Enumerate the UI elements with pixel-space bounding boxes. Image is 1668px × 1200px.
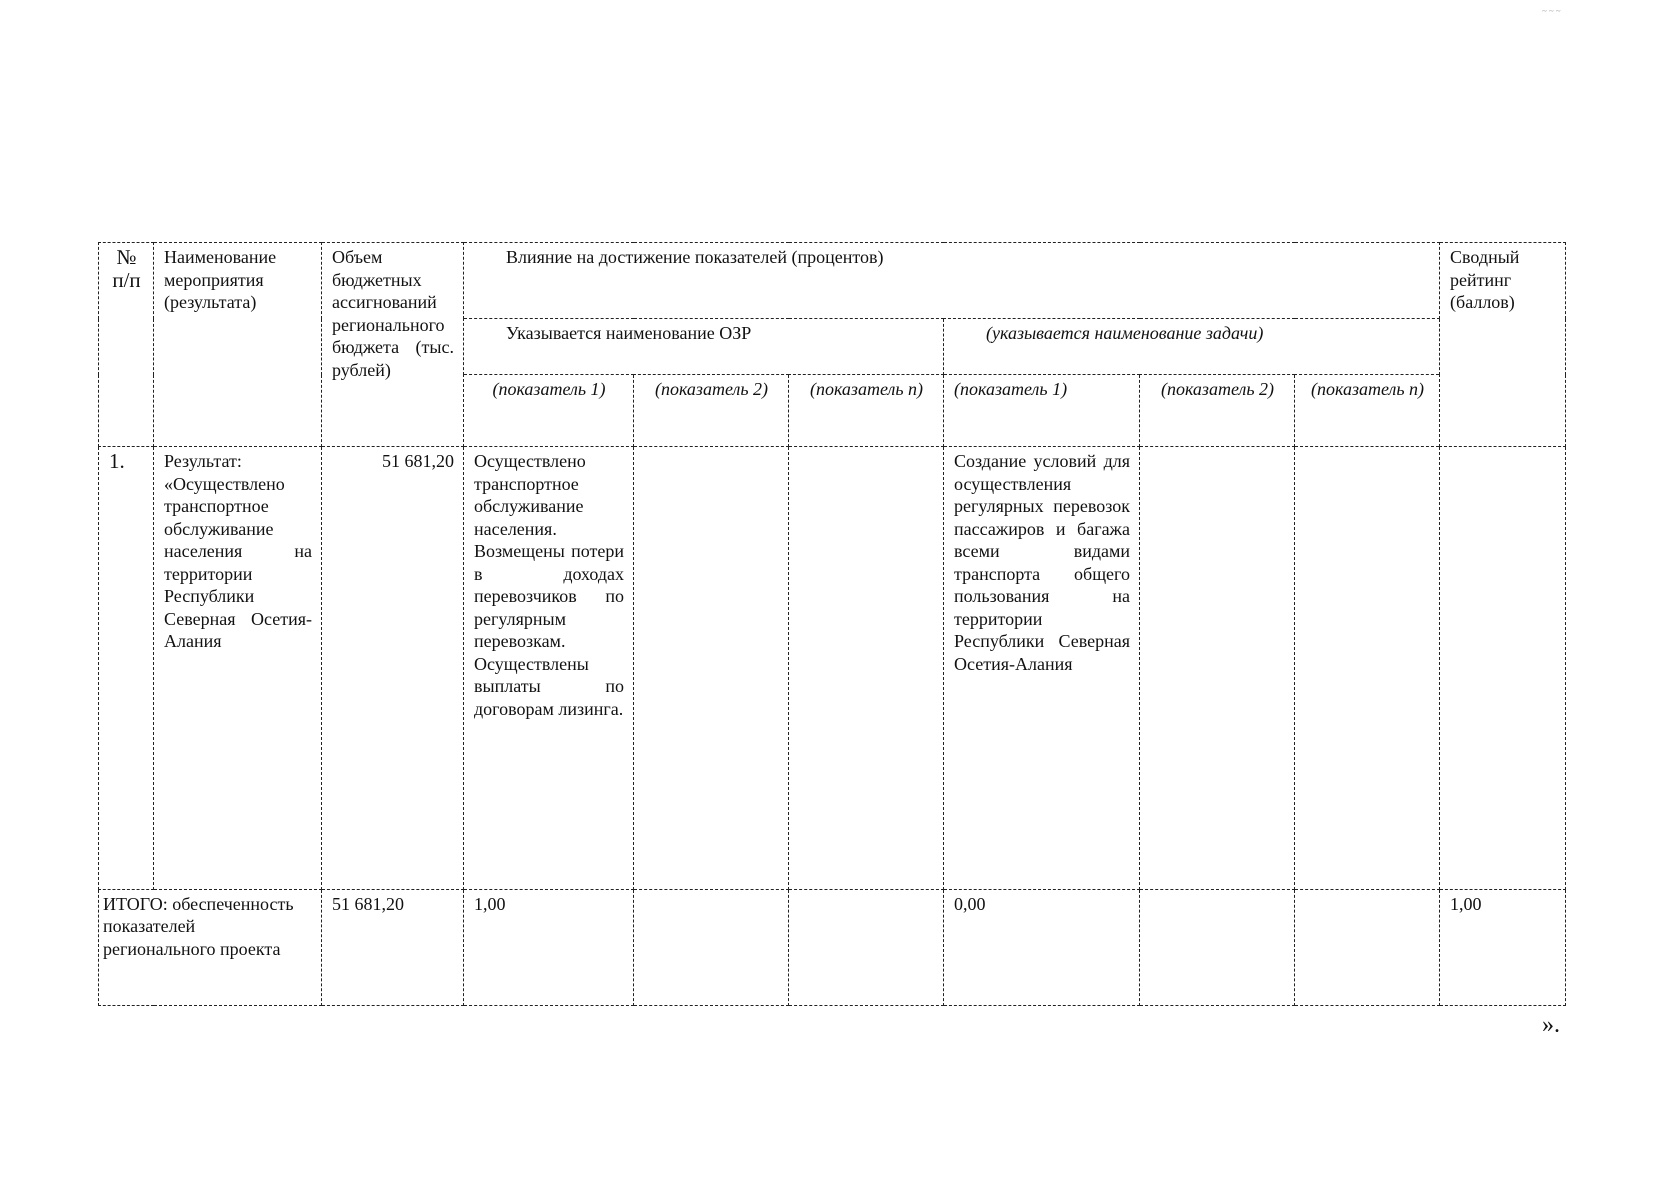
header-ozr-indicator-2: (показатель 2) (634, 375, 789, 447)
total-rating: 1,00 (1440, 889, 1566, 1005)
row-task-indicator-1: Создание условий для осуществления регулярных перевозок пассажиров и багажа всеми видами транспорта общего пользования на территории Республики Северная Осетия-Алания (944, 447, 1140, 890)
total-ozr-indicator-2 (634, 889, 789, 1005)
header-budget: Объем бюджетных ассигнований регионального бюджета (тыс. рублей) (322, 243, 464, 447)
total-budget: 51 681,20 (322, 889, 464, 1005)
row-num: 1. (99, 447, 154, 890)
header-task-indicator-1: (показатель 1) (944, 375, 1140, 447)
total-ozr-value: 1,00 (464, 889, 634, 1005)
row-event-name: Результат: «Осуществлено транспортное обслуживание населения на территории Республики Северная Осетия-Алания (154, 447, 322, 890)
header-task-indicator-n: (показатель n) (1295, 375, 1440, 447)
total-task-indicator-2 (1140, 889, 1295, 1005)
header-group-ozr: Указывается наименование ОЗР (464, 319, 944, 375)
header-rating: Сводный рейтинг (баллов) (1440, 243, 1566, 447)
row-rating (1440, 447, 1566, 890)
rating-table (98, 242, 1566, 1006)
row-task-indicator-2 (1140, 447, 1295, 890)
total-label: ИТОГО: обеспеченность показателей регионального проекта (99, 889, 322, 1005)
header-group-task: (указывается наименование задачи) (944, 319, 1440, 375)
row-ozr-indicator-2 (634, 447, 789, 890)
total-row (99, 889, 1566, 1005)
header-ozr-indicator-1: (показатель 1) (464, 375, 634, 447)
header-event-name: Наименование мероприятия (результата) (154, 243, 322, 447)
table-row (99, 447, 1566, 890)
row-budget: 51 681,20 (322, 447, 464, 890)
scan-mark: ~~~ (1542, 6, 1563, 16)
closing-quote-mark: ». (1542, 1012, 1560, 1038)
header-influence: Влияние на достижение показателей (процентов) (464, 243, 1440, 319)
total-task-value: 0,00 (944, 889, 1140, 1005)
total-task-indicator-n (1295, 889, 1440, 1005)
total-ozr-indicator-n (789, 889, 944, 1005)
header-num: № п/п (99, 243, 154, 447)
header-ozr-indicator-n: (показатель n) (789, 375, 944, 447)
row-task-indicator-n (1295, 447, 1440, 890)
row-ozr-indicator-1: Осуществлено транспортное обслуживание населения. Возмещены потери в доходах перевозчиков по регулярным перевозкам. Осуществлены выплаты по договорам лизинга. (464, 447, 634, 890)
row-ozr-indicator-n (789, 447, 944, 890)
header-row-1 (99, 243, 1566, 319)
header-task-indicator-2: (показатель 2) (1140, 375, 1295, 447)
